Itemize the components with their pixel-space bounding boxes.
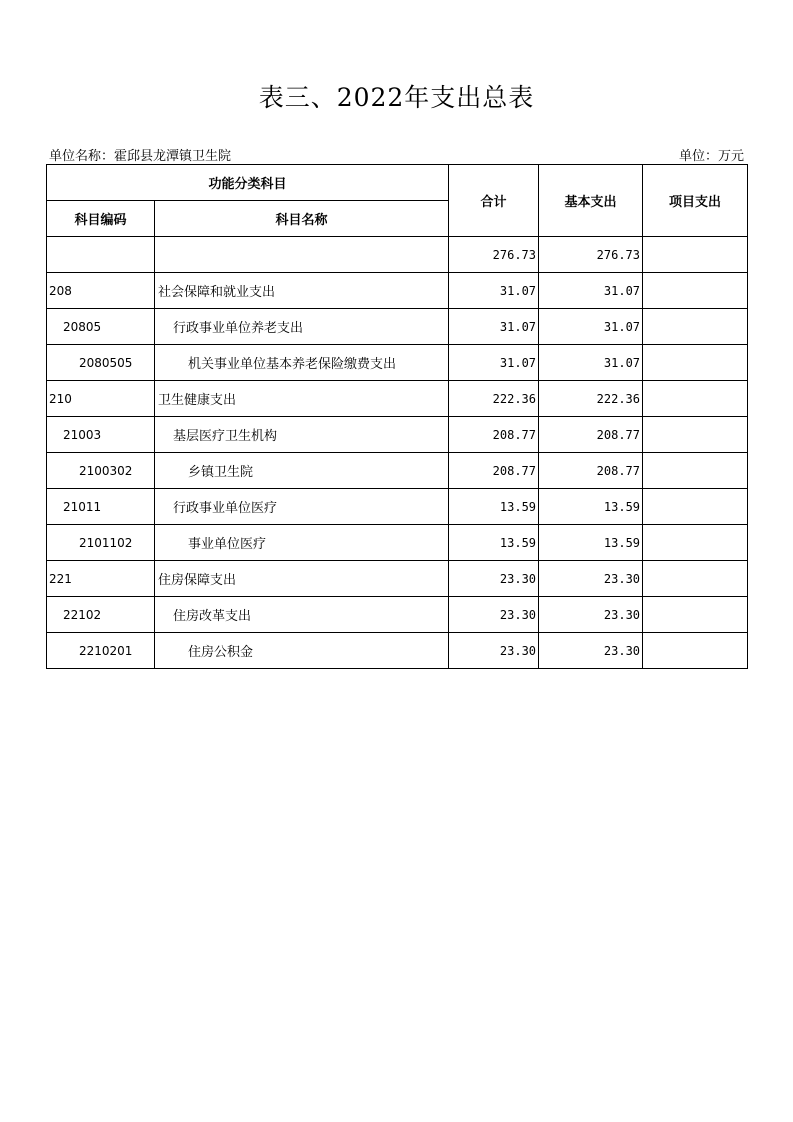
row-basic: 23.30: [539, 597, 643, 633]
total-code: [47, 237, 155, 273]
row-code: 208: [47, 273, 155, 309]
table-row: [47, 381, 748, 417]
total-basic: 276.73: [539, 237, 643, 273]
row-total: 31.07: [449, 309, 539, 345]
table-row: [47, 453, 748, 489]
row-name: 行政事业单位医疗: [155, 489, 449, 525]
row-project: [643, 597, 748, 633]
table-row: [47, 489, 748, 525]
row-project: [643, 453, 748, 489]
table-row: [47, 417, 748, 453]
row-project: [643, 417, 748, 453]
row-code: 22102: [47, 597, 155, 633]
row-project: [643, 633, 748, 669]
row-project: [643, 381, 748, 417]
row-basic: 222.36: [539, 381, 643, 417]
row-basic: 23.30: [539, 561, 643, 597]
row-code: 210: [47, 381, 155, 417]
row-project: [643, 309, 748, 345]
row-code: 2100302: [47, 453, 155, 489]
row-name: 住房改革支出: [155, 597, 449, 633]
row-total: 31.07: [449, 345, 539, 381]
row-total: 222.36: [449, 381, 539, 417]
header-total: 合计: [449, 165, 539, 237]
table-row: [47, 309, 748, 345]
row-code: 21003: [47, 417, 155, 453]
row-total: 23.30: [449, 633, 539, 669]
total-total: 276.73: [449, 237, 539, 273]
row-total: 208.77: [449, 417, 539, 453]
row-total: 13.59: [449, 489, 539, 525]
total-row: [47, 237, 748, 273]
row-code: 20805: [47, 309, 155, 345]
row-name: 机关事业单位基本养老保险缴费支出: [155, 345, 449, 381]
row-name: 卫生健康支出: [155, 381, 449, 417]
row-basic: 208.77: [539, 453, 643, 489]
row-code: 2210201: [47, 633, 155, 669]
row-project: [643, 345, 748, 381]
table-row: [47, 597, 748, 633]
header-function-group: 功能分类科目: [47, 165, 449, 201]
row-project: [643, 525, 748, 561]
row-name: 社会保障和就业支出: [155, 273, 449, 309]
row-name: 乡镇卫生院: [155, 453, 449, 489]
row-project: [643, 489, 748, 525]
total-name: [155, 237, 449, 273]
row-project: [643, 561, 748, 597]
table-row: [47, 273, 748, 309]
table-row: [47, 345, 748, 381]
table-body: [47, 237, 748, 669]
header-basic: 基本支出: [539, 165, 643, 237]
row-total: 208.77: [449, 453, 539, 489]
row-project: [643, 273, 748, 309]
row-basic: 31.07: [539, 273, 643, 309]
row-basic: 31.07: [539, 309, 643, 345]
row-name: 事业单位医疗: [155, 525, 449, 561]
row-basic: 13.59: [539, 525, 643, 561]
row-code: 2080505: [47, 345, 155, 381]
table-meta: [46, 145, 746, 163]
row-basic: 208.77: [539, 417, 643, 453]
row-code: 21011: [47, 489, 155, 525]
row-total: 13.59: [449, 525, 539, 561]
row-name: 基层医疗卫生机构: [155, 417, 449, 453]
expenditure-table: [46, 164, 748, 669]
unit-label: 单位：万元: [678, 149, 744, 164]
row-total: 31.07: [449, 273, 539, 309]
table-row: [47, 633, 748, 669]
row-total: 23.30: [449, 597, 539, 633]
row-code: 221: [47, 561, 155, 597]
row-name: 行政事业单位养老支出: [155, 309, 449, 345]
table-row: [47, 561, 748, 597]
row-basic: 13.59: [539, 489, 643, 525]
page-title: 表三、2022年支出总表: [258, 83, 535, 112]
row-name: 住房公积金: [155, 633, 449, 669]
row-total: 23.30: [449, 561, 539, 597]
total-project: [643, 237, 748, 273]
row-code: 2101102: [47, 525, 155, 561]
table-row: [47, 525, 748, 561]
row-name: 住房保障支出: [155, 561, 449, 597]
row-basic: 31.07: [539, 345, 643, 381]
header-project: 项目支出: [643, 165, 748, 237]
unit-name: 单位名称：霍邱县龙潭镇卫生院: [49, 149, 232, 164]
row-basic: 23.30: [539, 633, 643, 669]
header-name: 科目名称: [155, 201, 449, 237]
header-code: 科目编码: [47, 201, 155, 237]
